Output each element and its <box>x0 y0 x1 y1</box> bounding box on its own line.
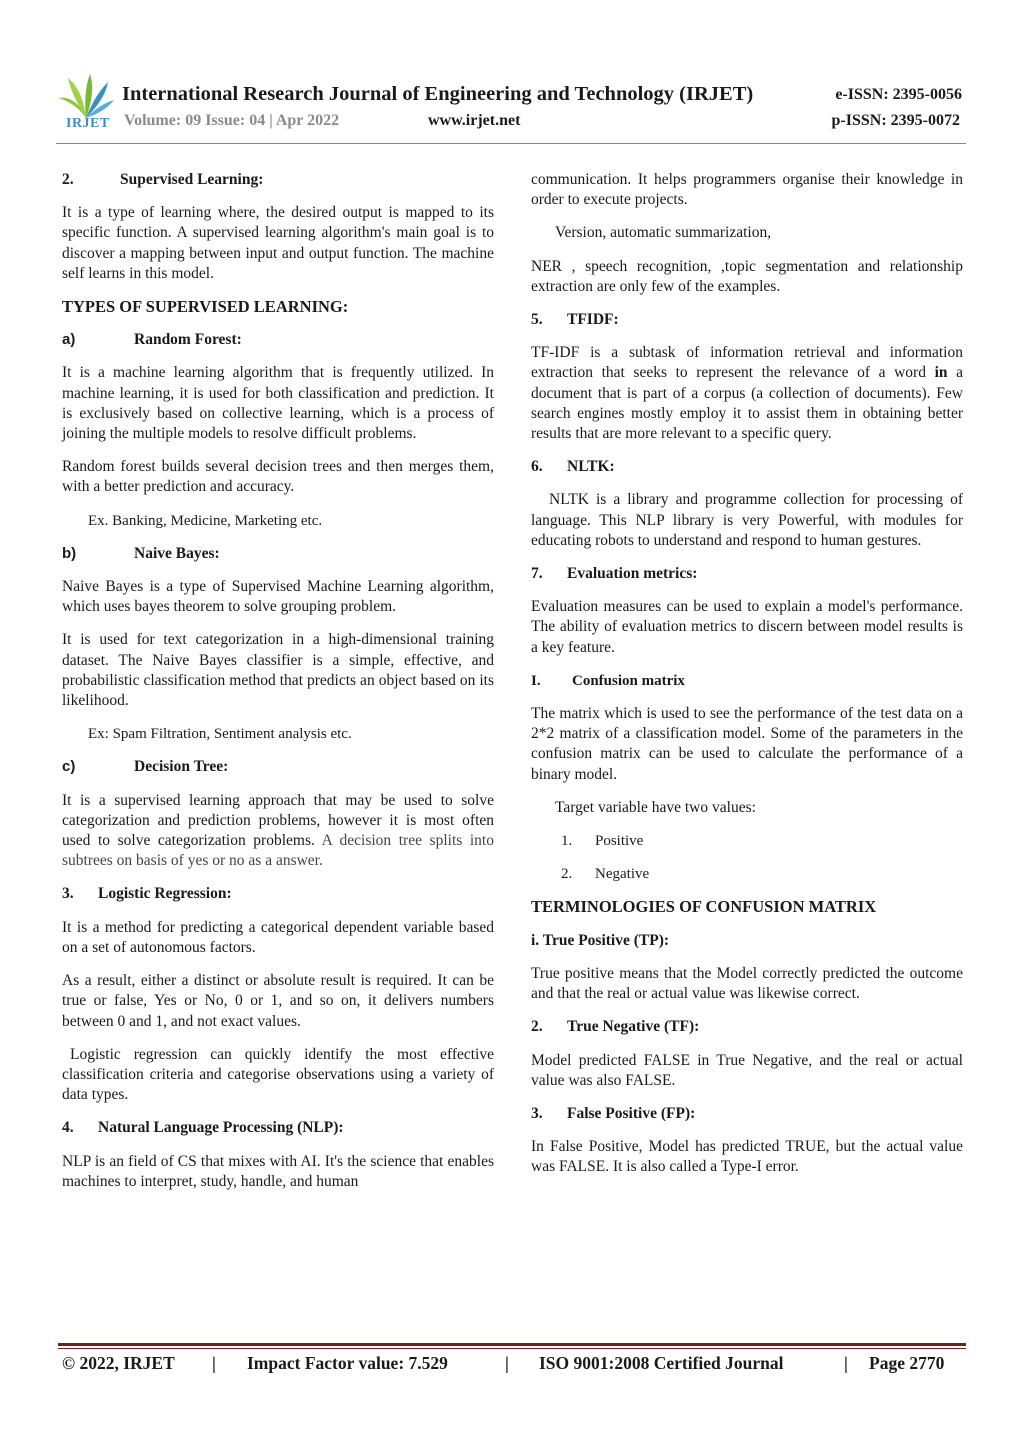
volume-issue: Volume: 09 Issue: 04 | Apr 2022 <box>124 112 340 129</box>
footer-divider-thick <box>58 1343 966 1346</box>
paragraph: NER , speech recognition, ,topic segmentation and relationship extraction are only few of the examples. <box>531 257 963 295</box>
subsection-heading-tp: i. True Positive (TP): <box>531 931 670 949</box>
paragraph: Naive Bayes is a type of Supervised Machine Learning algorithm, which uses bayes theorem to solve grouping problem. <box>62 578 494 616</box>
section-number: 3. <box>62 885 74 903</box>
subsection-heading-random-forest <box>62 330 494 350</box>
paragraph <box>531 343 963 444</box>
footer-iso: ISO 9001:2008 Certified Journal <box>539 1353 784 1373</box>
subsection-heading-decision-tree <box>62 757 494 777</box>
paragraph: In False Positive, Model has predicted TRUE, but the actual value was FALSE. It is also called a Type-I error. <box>531 1138 963 1176</box>
page-header <box>56 72 968 144</box>
right-column <box>531 170 963 1191</box>
paragraph: NLTK is a library and programme collection for processing of language. This NLP library is very Powerful, with modules for educating robots to understand and respond to human gestures. <box>531 491 963 549</box>
leaf-logo-icon <box>56 72 116 120</box>
footer-impact-factor: Impact Factor value: 7.529 <box>247 1353 448 1373</box>
section-number: 4. <box>62 1119 74 1137</box>
paragraph: It is a method for predicting a categorical dependent variable based on a set of autonomous factors. <box>62 918 494 956</box>
paragraph: The matrix which is used to see the performance of the test data on a 2*2 matrix of a classification model. Some of the parameters in the confusion matrix can be used to calculate the performance of a binary model. <box>531 705 963 783</box>
paragraph-text: a document that is part of a corpus (a collection of documents). Few search engines mostly employ it to assist them in obtaining better results that are more relevant to a specific query. <box>531 364 964 443</box>
eissn: e-ISSN: 2395-0056 <box>835 86 962 103</box>
section-title: NLTK: <box>567 458 615 476</box>
example-line: Ex: Spam Filtration, Sentiment analysis etc. <box>88 726 352 743</box>
paragraph-text-gray: A decision tree splits into subtrees on basis of yes or no as a answer. <box>62 832 494 870</box>
subsection-marker: a) <box>62 331 76 349</box>
paragraph: Evaluation measures can be used to explain a model's performance. The ability of evaluation metrics to discern between model results is a key feature. <box>531 598 963 656</box>
paragraph: As a result, either a distinct or absolute result is required. It can be true or false, Yes or No, 0 or 1, and so on, it delivers numbers between 0 and 1, and not exact values. <box>62 972 494 1030</box>
section-title: Evaluation metrics: <box>567 565 698 583</box>
paragraph <box>62 791 494 872</box>
paragraph-bold-word: in <box>934 364 948 382</box>
pissn: p-ISSN: 2395-0072 <box>831 112 960 129</box>
example-line: Ex. Banking, Medicine, Marketing etc. <box>88 512 323 529</box>
list-number: 1. <box>561 833 573 850</box>
section-title: True Negative (TF): <box>567 1018 700 1036</box>
subsection-heading-confusion <box>531 671 963 691</box>
header-divider <box>56 143 966 144</box>
section-heading-nlp <box>62 1118 494 1138</box>
list-text: Positive <box>595 833 644 850</box>
footer-separator: | <box>505 1353 509 1373</box>
section-title: TFIDF: <box>567 311 619 329</box>
paragraph: communication. It helps programmers organise their knowledge in order to execute projects. <box>531 171 963 209</box>
subsection-heading-naive-bayes <box>62 544 494 564</box>
paragraph: Target variable have two values: <box>555 798 756 816</box>
footer-separator: | <box>844 1353 848 1373</box>
website-link[interactable]: www.irjet.net <box>428 112 521 129</box>
footer-separator: | <box>212 1353 216 1373</box>
subsection-title: Decision Tree: <box>134 758 229 776</box>
section-title: Natural Language Processing (NLP): <box>98 1119 344 1137</box>
paragraph: True positive means that the Model correctly predicted the outcome and that the real or actual value was likewise correct. <box>531 964 963 1003</box>
paragraph-text: It is a supervised learning approach that may be used to solve categorization and prediction problems, however it is most often used to solve categorization problems. <box>62 791 494 850</box>
irjet-logo <box>56 72 116 134</box>
subsection-marker: c) <box>62 758 76 776</box>
paragraph: It is used for text categorization in a high-dimensional training dataset. The Naive Bayes classifier is a simple, effective, and probabilistic classification method that predicts an object based on its likelihood. <box>62 631 494 710</box>
subsection-title: Naive Bayes: <box>134 544 220 562</box>
section-heading-supervised <box>62 170 494 190</box>
list-item <box>531 831 963 851</box>
section-heading-nltk <box>531 457 963 477</box>
subsection-title: Confusion matrix <box>572 672 685 689</box>
list-text: Negative <box>595 866 650 883</box>
paragraph: Version, automatic summarization, <box>555 224 772 242</box>
terminologies-heading: TERMINOLOGIES OF CONFUSION MATRIX <box>531 897 877 917</box>
paragraph: NLP is an field of CS that mixes with AI. It's the science that enables machines to interpret, study, handle, and human <box>62 1152 494 1190</box>
subsection-marker: I. <box>531 672 541 689</box>
section-heading-logistic <box>62 884 494 904</box>
paragraph-text: TF-IDF is a subtask of information retrieval and information extraction that seeks to represent the relevance of a word <box>531 344 963 382</box>
section-number: 3. <box>531 1104 543 1122</box>
section-heading-tfidf <box>531 310 963 330</box>
subsection-heading-tn <box>531 1017 963 1037</box>
types-heading: TYPES OF SUPERVISED LEARNING: <box>62 297 349 317</box>
list-number: 2. <box>561 866 573 883</box>
subsection-marker: b) <box>62 544 77 562</box>
footer-page-number: Page 2770 <box>869 1353 945 1373</box>
section-heading-evaluation <box>531 564 963 584</box>
journal-title: International Research Journal of Engineering and Technology (IRJET) <box>122 83 754 105</box>
section-title: Logistic Regression: <box>98 885 232 903</box>
paragraph: Logistic regression can quickly identify the most effective classification criteria and categorise observations using a variety of data types. <box>62 1045 494 1104</box>
left-column <box>62 170 494 1205</box>
subsection-heading-fp <box>531 1104 963 1124</box>
logo-label: IRJET <box>66 116 110 131</box>
section-number: 2. <box>62 171 74 188</box>
section-title: Supervised Learning: <box>120 171 264 188</box>
paragraph: Random forest builds several decision trees and then merges them, with a better prediction and accuracy. <box>62 458 494 496</box>
section-number: 2. <box>531 1018 543 1036</box>
subsection-title: Random Forest: <box>134 331 242 349</box>
footer-divider-thin <box>58 1348 966 1349</box>
paragraph: It is a machine learning algorithm that is frequently utilized. In machine learning, it is used for both classification and prediction. It is exclusively based on collective learning, which is a process of joining the multiple models to resolve difficult problems. <box>62 364 494 443</box>
section-number: 6. <box>531 458 543 476</box>
list-item <box>531 864 963 884</box>
paragraph: Model predicted FALSE in True Negative, and the real or actual value was also FALSE. <box>531 1051 963 1089</box>
paragraph: It is a type of learning where, the desired output is mapped to its specific function. A supervised learning algorithm's main goal is to discover a mapping between input and output function. The machine self learns in this model. <box>62 204 494 282</box>
section-number: 5. <box>531 311 543 329</box>
section-title: False Positive (FP): <box>567 1104 696 1122</box>
footer-copyright: © 2022, IRJET <box>62 1353 175 1373</box>
section-number: 7. <box>531 565 543 583</box>
